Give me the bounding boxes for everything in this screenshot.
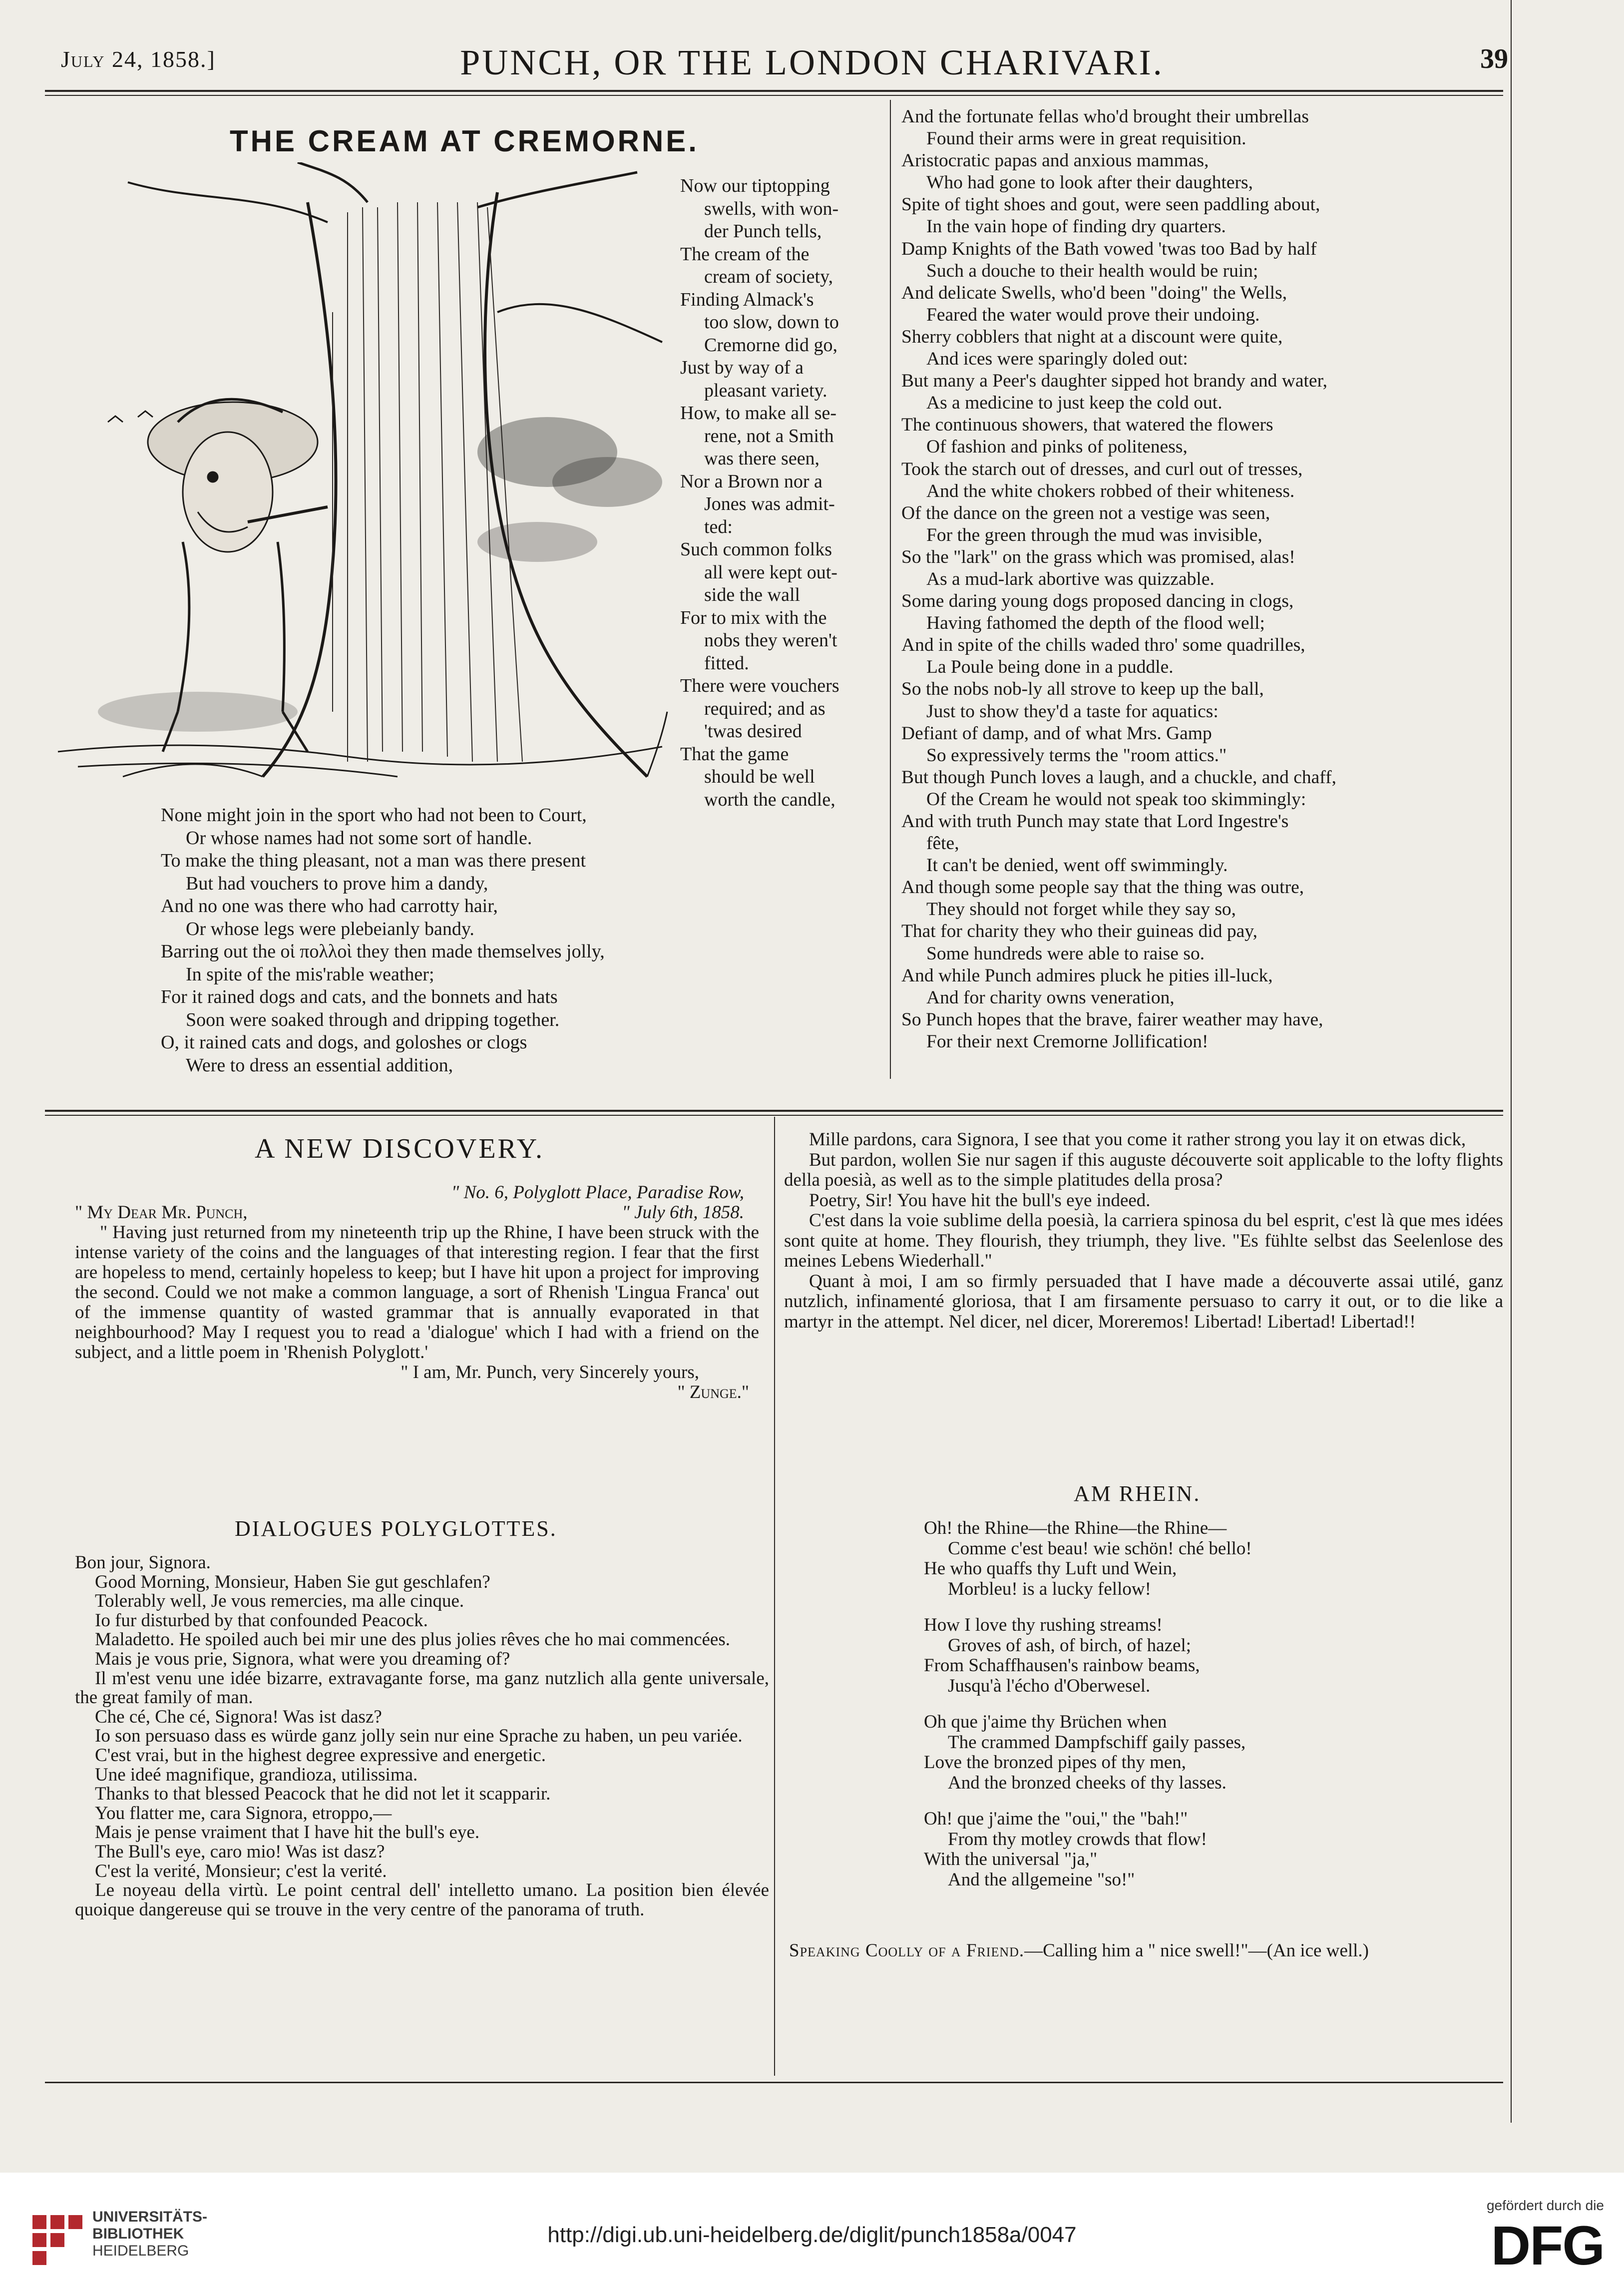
- verse-line: For to mix with the: [680, 607, 827, 628]
- verse-line: How, to make all se-: [680, 403, 837, 424]
- article-cream-narrow-column: [680, 175, 882, 811]
- poem-title-am-rhein: AM RHEIN.: [1074, 1481, 1201, 1506]
- poem-line: Groves of ash, of birch, of hazel;: [948, 1635, 1191, 1656]
- dialogue-line: Tolerably well, Je vous remercies, ma alle cinque.: [95, 1591, 464, 1612]
- dialogue-line: You flatter me, cara Signora, etroppo,—: [95, 1803, 392, 1824]
- verse-line: And in spite of the chills waded thro' some quadrilles,: [901, 635, 1305, 656]
- verse-line: In the vain hope of finding dry quarters.: [926, 216, 1226, 237]
- poem-stanza: [924, 1712, 1252, 1793]
- verse-line: 'twas desired: [704, 721, 802, 742]
- verse-line: Cremorne did go,: [704, 334, 838, 356]
- verse-line: So the "lark" on the grass which was promised, alas!: [901, 546, 1295, 567]
- poem-stanza: [924, 1809, 1252, 1890]
- verse-line: Defiant of damp, and of what Mrs. Gamp: [901, 723, 1212, 744]
- verse-line: Such common folks: [680, 539, 832, 560]
- verse-line: Of fashion and pinks of politeness,: [926, 437, 1188, 458]
- page-edge-rule: [1511, 0, 1512, 2123]
- header-date: July 24, 1858.]: [61, 46, 216, 72]
- verse-line: And for charity owns veneration,: [926, 987, 1175, 1008]
- verse-line: Finding Almack's: [680, 289, 814, 310]
- verse-line: And delicate Swells, who'd been "doing" the Wells,: [901, 282, 1287, 303]
- digitization-footer: [0, 2173, 1624, 2290]
- article-title-discovery: A NEW DISCOVERY.: [255, 1133, 545, 1164]
- verse-line: They should not forget while they say so,: [926, 899, 1236, 920]
- poem-line: And the bronzed cheeks of thy lasses.: [948, 1772, 1226, 1793]
- library-line-3: HEIDELBERG: [92, 2243, 189, 2259]
- article-cream-right-verse: [901, 106, 1501, 1053]
- note-lead: Speaking Coolly of a Friend.: [789, 1940, 1025, 1961]
- letter-address: " No. 6, Polyglott Place, Paradise Row,: [451, 1182, 744, 1203]
- verse-line: That for charity they who their guineas did pay,: [901, 921, 1257, 942]
- verse-line: There were vouchers: [680, 675, 839, 696]
- verse-line: But many a Peer's daughter sipped hot brandy and water,: [901, 371, 1327, 392]
- verse-line: rene, not a Smith: [704, 425, 834, 447]
- note-text: —Calling him a " nice swell!"—(An ice well.): [1024, 1940, 1369, 1961]
- dialogue-line: Maladetto. He spoiled auch bei mir une des plus jolies rêves che ho mai commencées.: [95, 1629, 731, 1650]
- dialogue-line: Il m'est venu une idée bizarre, extravagante forse, ma ganz nutzlich alla gente universale, the great family of man.: [75, 1668, 769, 1708]
- dialogue-line: Mille pardons, cara Signora, I see that you come it rather strong you lay it on etwas dick,: [809, 1129, 1466, 1150]
- verse-line: Feared the water would prove their undoing.: [926, 304, 1260, 325]
- poem-line: Morbleu! is a lucky fellow!: [948, 1578, 1151, 1599]
- discovery-letter: [75, 1183, 759, 1402]
- verse-line: cream of society,: [704, 266, 833, 287]
- verse-line: But had vouchers to prove him a dandy,: [186, 873, 488, 894]
- verse-line: Or whose names had not some sort of handle.: [186, 827, 532, 849]
- verse-line: The cream of the: [680, 243, 810, 265]
- dfg-logo: DFG: [1491, 2215, 1604, 2277]
- poem-line: How I love thy rushing streams!: [924, 1615, 1163, 1635]
- verse-line: required; and as: [704, 698, 825, 719]
- letter-body: " Having just returned from my nineteenth trip up the Rhine, I have been struck with the intense variety of the coins and the languages of that interesting region. I fear that the first are hopeless to mend, certainly hopeless to keep; but I have hit upon a project for improving the second. Could we not make a common language, a sort of Rhenish 'Lingua Franca' out of the immense quantity of wasted grammar that is annually evaporated in that neighbourhood? May I request you to read a 'dialogue' which I had with a friend on the subject, and a little poem in 'Rhenish Polyglott.': [75, 1222, 759, 1363]
- library-line-1: UNIVERSITÄTS-: [92, 2209, 208, 2225]
- verse-line: And no one was there who had carrotty hair,: [161, 896, 498, 916]
- verse-line: der Punch tells,: [704, 221, 822, 242]
- verse-line: all were kept out-: [704, 561, 837, 583]
- bottom-rule: [45, 2082, 1503, 2083]
- letter-closing: " I am, Mr. Punch, very Sincerely yours,: [401, 1362, 699, 1382]
- verse-line: And ices were sparingly doled out:: [926, 349, 1188, 370]
- poem-line: He who quaffs thy Luft und Wein,: [924, 1558, 1177, 1579]
- verse-line: Damp Knights of the Bath vowed 'twas too Bad by half: [901, 238, 1317, 259]
- verse-line: side the wall: [704, 584, 801, 605]
- poem-line: Oh! que j'aime the "oui," the "bah!": [924, 1809, 1188, 1829]
- verse-line: Now our tiptopping: [680, 175, 830, 196]
- verse-line: Nor a Brown nor a: [680, 470, 822, 492]
- dialogue-line: Che cé, Che cé, Signora! Was ist dasz?: [95, 1706, 382, 1727]
- verse-line: Sherry cobblers that night at a discount were quite,: [901, 326, 1283, 347]
- poem-line: From Schaffhausen's rainbow beams,: [924, 1655, 1200, 1676]
- verse-line: So the nobs nob-ly all strove to keep up the ball,: [901, 679, 1264, 700]
- section-rule-thin: [45, 1115, 1503, 1116]
- poem-line: And the allgemeine "so!": [948, 1869, 1135, 1890]
- verse-line: For it rained dogs and cats, and the bonnets and hats: [161, 986, 558, 1007]
- verse-line: Who had gone to look after their daughters,: [926, 172, 1253, 193]
- verse-line: And the white chokers robbed of their whiteness.: [926, 480, 1295, 501]
- poem-line: Jusqu'à l'écho d'Oberwesel.: [948, 1675, 1151, 1696]
- dialogue-line: Io son persuaso dass es würde ganz jolly sein nur eine Sprache zu haben, un peu variée.: [95, 1726, 743, 1747]
- column-rule-top: [890, 100, 891, 1079]
- article-cream-left-verse: [161, 804, 605, 1077]
- verse-line: pleasant variety.: [704, 380, 827, 401]
- verse-line: Some hundreds were able to raise so.: [926, 943, 1205, 964]
- verse-line: So Punch hopes that the brave, fairer weather may have,: [901, 1009, 1323, 1030]
- header-rule-thin: [45, 95, 1503, 96]
- verse-line: And though some people say that the thing was outre,: [901, 877, 1304, 898]
- dialogue-line: But pardon, wollen Sie nur sagen if this auguste découverte soit applicable to the lofty flights della poesià, as well as to the simple platitudes della prosa?: [784, 1149, 1503, 1190]
- letter-signature: " Zunge.": [677, 1382, 749, 1402]
- verse-line: Barring out the οἱ πολλοὶ they then made themselves jolly,: [161, 941, 605, 962]
- verse-line: To make the thing pleasant, not a man was there present: [161, 850, 586, 871]
- dialogue-line: Quant à moi, I am so firmly persuaded that I have made a découverte assai utilé, ganz nutzlich, infinamenté gloriosa, that I am firsamente persuaso to carry it out, or to die like a martyr in the attempt. Nel dicer, nel dicer, Moreremos! Libertad! Libertad! Libertad!!: [784, 1271, 1503, 1332]
- verse-line: Or whose legs were plebeianly bandy.: [186, 918, 474, 939]
- verse-line: La Poule being done in a puddle.: [926, 657, 1174, 678]
- verse-line: So expressively terms the "room attics.": [926, 745, 1227, 766]
- dialogue-line: Poetry, Sir! You have hit the bull's eye indeed.: [809, 1190, 1151, 1211]
- letter-salutation: " My Dear Mr. Punch,: [75, 1202, 248, 1223]
- verse-line: It can't be denied, went off swimmingly.: [926, 855, 1228, 876]
- library-line-2: BIBLIOTHEK: [92, 2226, 184, 2242]
- dialogue-line: Une ideé magnifique, grandioza, utilissima.: [95, 1764, 418, 1785]
- dialogue-line: Thanks to that blessed Peacock that he did not let it scapparir.: [95, 1784, 551, 1805]
- dialogue-line: Good Morning, Monsieur, Haben Sie gut geschlafen?: [95, 1571, 490, 1592]
- verse-line: Took the starch out of dresses, and curl out of tresses,: [901, 458, 1303, 479]
- verse-line: Some daring young dogs proposed dancing in clogs,: [901, 591, 1294, 612]
- speaking-coolly-note: [789, 1940, 1503, 1961]
- verse-line: For their next Cremorne Jollification!: [926, 1031, 1209, 1052]
- verse-line: should be well: [704, 766, 815, 787]
- verse-line: The continuous showers, that watered the flowers: [901, 415, 1273, 436]
- masthead-title: PUNCH, OR THE LONDON CHARIVARI.: [460, 42, 1164, 82]
- verse-line: Just to show they'd a taste for aquatics:: [926, 701, 1218, 722]
- dialogue-line: Bon jour, Signora.: [75, 1552, 211, 1573]
- dialogues-title: DIALOGUES POLYGLOTTES.: [235, 1516, 557, 1541]
- dialogue-line: Io fur disturbed by that confounded Peacock.: [95, 1610, 428, 1631]
- verse-line: Aristocratic papas and anxious mammas,: [901, 150, 1209, 171]
- verse-line: fête,: [926, 833, 959, 854]
- verse-line: Jones was admit-: [704, 493, 835, 514]
- verse-line: Soon were soaked through and dripping together.: [186, 1009, 560, 1030]
- poem-stanza: [924, 1518, 1252, 1599]
- verse-line: nobs they weren't: [704, 630, 837, 651]
- verse-line: Having fathomed the depth of the flood well;: [926, 613, 1265, 634]
- verse-line: But though Punch loves a laugh, and a chuckle, and chaff,: [901, 767, 1336, 788]
- verse-line: None might join in the sport who had not been to Court,: [161, 805, 587, 826]
- header-rule: [45, 90, 1503, 92]
- page-number: 39: [1480, 43, 1508, 74]
- verse-line: O, it rained cats and dogs, and goloshes or clogs: [161, 1032, 527, 1053]
- verse-line: swells, with won-: [704, 198, 839, 219]
- verse-line: As a mud-lark abortive was quizzable.: [926, 568, 1215, 589]
- permalink-url[interactable]: http://digi.ub.uni-heidelberg.de/diglit/punch1858a/0047: [547, 2223, 1077, 2247]
- dialogue-line: C'est vrai, but in the highest degree expressive and energetic.: [95, 1745, 546, 1766]
- dialogue-line: Mais je vous prie, Signora, what were you dreaming of?: [95, 1648, 510, 1669]
- verse-line: Found their arms were in great requisition.: [926, 128, 1246, 149]
- verse-line: was there seen,: [704, 448, 820, 469]
- poem-line: Comme c'est beau! wie schön! ché bello!: [948, 1538, 1252, 1559]
- verse-line: Of the dance on the green not a vestige was seen,: [901, 502, 1270, 523]
- poem-line: The crammed Dampfschiff gaily passes,: [948, 1732, 1246, 1753]
- poem-line: Oh! the Rhine—the Rhine—the Rhine—: [924, 1518, 1227, 1538]
- poem-am-rhein: [924, 1518, 1252, 1906]
- poem-line: Love the bronzed pipes of thy men,: [924, 1752, 1187, 1773]
- dialogue-line: The Bull's eye, caro mio! Was ist dasz?: [95, 1841, 385, 1862]
- dialogues-continued: [784, 1130, 1503, 1332]
- verse-line: For the green through the mud was invisible,: [926, 524, 1262, 545]
- section-rule: [45, 1110, 1503, 1112]
- poem-line: With the universal "ja,": [924, 1849, 1098, 1869]
- verse-line: fitted.: [704, 652, 749, 674]
- article-title-cream: THE CREAM AT CREMORNE.: [230, 124, 699, 158]
- verse-line: too slow, down to: [704, 312, 839, 333]
- dialogues-text: [75, 1553, 769, 1919]
- verse-line: And with truth Punch may state that Lord Ingestre's: [901, 811, 1289, 832]
- poem-line: From thy motley crowds that flow!: [948, 1829, 1207, 1849]
- letter-salutation-row: [75, 1203, 759, 1223]
- dialogue-line: Mais je pense vraiment that I have hit the bull's eye.: [95, 1822, 480, 1843]
- verse-line: And while Punch admires pluck he pities ill-luck,: [901, 965, 1273, 986]
- verse-line: Of the Cream he would not speak too skimmingly:: [926, 789, 1306, 810]
- woodcut-illustration: [48, 162, 672, 797]
- verse-line: In spite of the mis'rable weather;: [186, 963, 434, 985]
- verse-line: As a medicine to just keep the cold out.: [926, 393, 1222, 414]
- funding-caption: gefördert durch die: [1486, 2198, 1604, 2213]
- verse-line: Were to dress an essential addition,: [186, 1054, 453, 1076]
- verse-line: Spite of tight shoes and gout, were seen paddling about,: [901, 194, 1320, 215]
- verse-line: And the fortunate fellas who'd brought their umbrellas: [901, 106, 1309, 127]
- dialogue-line: C'est dans la voie sublime della poesià, la carriera spinosa du bel esprit, c'est là que mes idées sont quite at home. They flourish, they triumph, they live. "Es fühlte selbst das Seelenlose des meines Lebens Wiederhall.": [784, 1210, 1503, 1271]
- column-rule-bottom: [774, 1117, 775, 2076]
- dialogue-line: Le noyeau della virtù. Le point central dell' intelletto umano. La position bien élevée quoique dangereuse qui se trouve in the very centre of the panorama of truth.: [75, 1880, 769, 1920]
- poem-stanza: [924, 1615, 1252, 1696]
- verse-line: Such a douche to their health would be ruin;: [926, 260, 1258, 281]
- letter-date: " July 6th, 1858.: [622, 1202, 744, 1223]
- verse-line: worth the candle,: [704, 789, 835, 810]
- dialogue-line: C'est la verité, Monsieur; c'est la verité.: [95, 1860, 387, 1881]
- poem-line: Oh que j'aime thy Brüchen when: [924, 1712, 1167, 1732]
- verse-line: ted:: [704, 516, 733, 537]
- verse-line: That the game: [680, 743, 789, 765]
- verse-line: Just by way of a: [680, 357, 804, 378]
